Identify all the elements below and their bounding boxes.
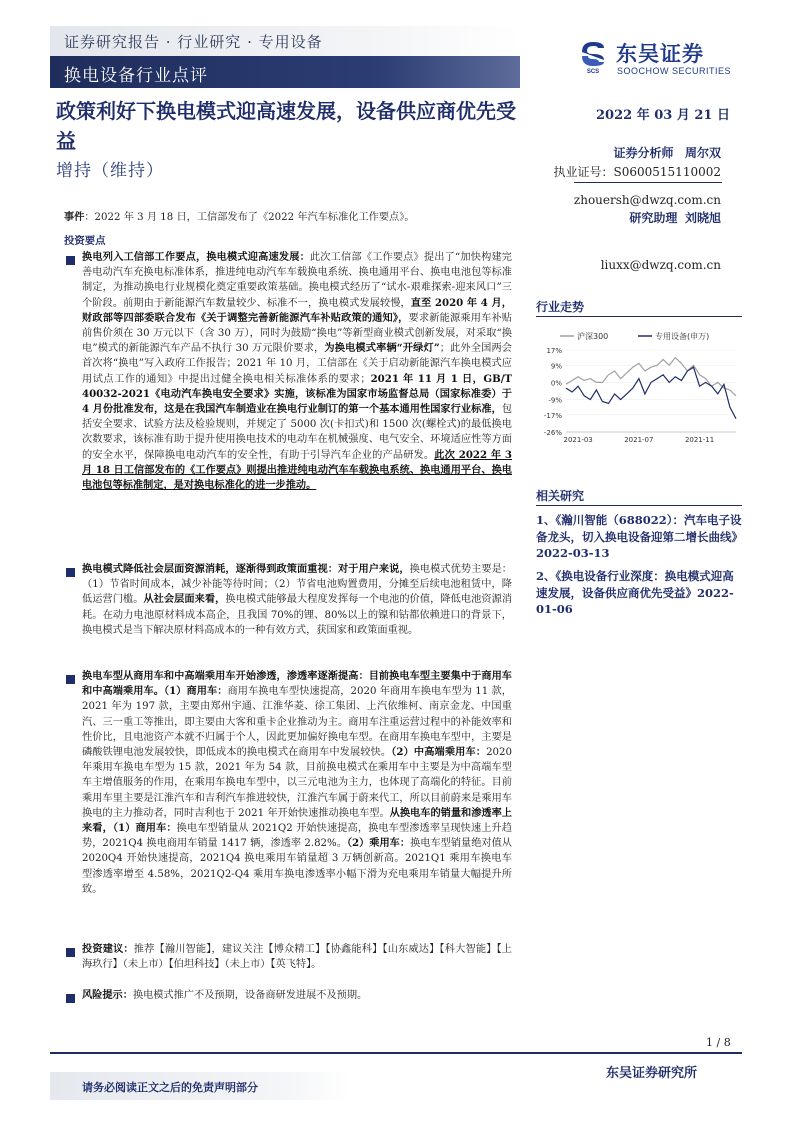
event-label: 事件 bbox=[64, 211, 85, 223]
series-line bbox=[566, 358, 736, 396]
paragraph-recommendation: 投资建议：推荐【瀚川智能】，建议关注【博众精工】【协鑫能科】【山东威达】【科大智能】【上海玖行】（未上市）【伯坦科技】（未上市）【英飞特】。 bbox=[82, 943, 512, 971]
event-text: ：2022 年 3 月 18 日，工信部发布了《2022 年汽车标准化工作要点》。 bbox=[84, 212, 415, 223]
analyst-2-name: 刘晓旭 bbox=[684, 211, 721, 225]
bullet-icon bbox=[66, 675, 75, 684]
series-line bbox=[566, 367, 736, 419]
y-tick-label: -9% bbox=[548, 396, 562, 405]
y-tick-label: 17% bbox=[546, 347, 562, 355]
y-tick-label: 0% bbox=[550, 379, 562, 388]
bullet-icon bbox=[66, 948, 75, 957]
paragraph-risk: 风险提示：换电模式推广不及预期，设备商研发进展不及预期。 bbox=[82, 989, 368, 1001]
analyst-1-email[interactable]: zhouersh@dwzq.com.cn bbox=[573, 193, 721, 207]
company-logo-en: SOOCHOW SECURITIES bbox=[617, 66, 732, 76]
x-tick-label: 2021-11 bbox=[684, 436, 715, 444]
analyst-2 bbox=[629, 209, 721, 226]
footer-org: 东吴证券研究所 bbox=[606, 1066, 698, 1081]
bullet-icon bbox=[66, 994, 75, 1003]
report-type: 换电设备行业点评 bbox=[64, 66, 208, 86]
legend-label: 专用设备(申万) bbox=[655, 332, 710, 341]
paragraph-resource: 换电模式降低社会层面资源消耗，逐渐得到政策面重视：对于用户来说，换电模式优势主要是：（1）节省时间成本，减少补能等待时间；（2）节省电池购置费用，分摊至后续电池租赁中，降低运营门槛。从社会层面来看，换电模式能够最大程度发挥每一个电池的价值，降低电池资源消耗。在动力电池原材料成本高企，且我国 70%的锂、80%以上的镍和钴都依赖进口的背景下，换电模式是当下解决原材料高成本的一种有效方式，获国家和政策面重视。 bbox=[82, 563, 513, 636]
analyst-1-role: 证券分析师 bbox=[613, 146, 674, 160]
x-tick-label: 2021-07 bbox=[624, 436, 654, 444]
legend-label: 沪深300 bbox=[577, 332, 609, 341]
report-category: 证券研究报告 · 行业研究 · 专用设备 bbox=[64, 33, 323, 51]
investment-points-heading: 投资要点 bbox=[64, 235, 106, 247]
analyst-1-cert: 执业证号：S0600515110002 bbox=[553, 165, 721, 179]
x-tick-label: 2021-03 bbox=[563, 436, 593, 444]
logo-mark-text: SCS bbox=[586, 69, 600, 74]
related-divider bbox=[536, 505, 742, 506]
trend-chart bbox=[536, 328, 742, 448]
related-report-1[interactable]: 1、《瀚川智能（688022）：汽车电子设备龙头，切入换电设备迎第二增长曲线》2022-03-13 bbox=[536, 513, 742, 560]
rating: 增持（维持） bbox=[56, 161, 164, 181]
y-tick-label: 9% bbox=[550, 362, 562, 371]
footer-divider bbox=[50, 1052, 742, 1054]
footer-disclaimer: 请务必阅读正文之后的免责声明部分 bbox=[82, 1081, 258, 1094]
trend-heading: 行业走势 bbox=[536, 300, 585, 314]
paragraph-penetration: 换电车型从商用车和中高端乘用车开始渗透，渗透率逐渐提高：目前换电车型主要集中于商用车和中高端乘用车。（1）商用车：商用车换电车型快速提高，2020 年商用车换电车型为 11 款，2021 年为 197 款，主要由郑州宇通、江淮华菱、徐工集团、上汽依维柯、南京金龙、中国重汽、三一重工等推出，即主要由大客和重卡企业推动为主。商用车注重运营过程中的补能效率和性价比，且电池资产本就不归属于个人，因此更加偏好换电车型。在商用车换电车型中，主要是磷酸铁锂电池发展较快，即低成本的换电模式在商用车中发展较快。（2）中高端乘用车：2020 年乘用车换电车型为 15 款，2021 年为 54 款，目前换电模式在乘用车中主要是为中高端车型车主增值服务的作用，在乘用车换电车型中，以三元电池为主力，也体现了高端化的特征。目前乘用车里主要是江淮汽车和吉利汽车推进较快，江淮汽车属于蔚来代工，所以目前蔚来是乘用车换电的主力推动者，同时吉利也于 2021 年开始快速推动换电车型。从换电车的销量和渗透率上来看，（1）商用车：换电车型销量从 2021Q2 开始快速提高，换电车型渗透率呈现快速上升趋势，2021Q4 换电商用车销量 1417 辆，渗透率 2.82%。（2）乘用车：换电车型销量绝对值从 2020Q4 开始快速提高，2021Q4 换电乘用车销量超 3 万辆创新高。2021Q1 乘用车换电车型渗透率增至 4.58%，2021Q2-Q4 乘用车换电渗透率小幅下滑为充电乘用车销量大幅提升所致。 bbox=[82, 670, 513, 895]
paragraph-policy: 换电列入工信部工作要点，换电模式迎高速发展：此次工信部《工作要点》提出了“加快构建完善电动汽车充换电标准体系，推进纯电动汽车车载换电系统、换电通用平台、换电电池包等标准制定，为推动换电行业规模化奠定重要政策基础。换电模式经历了“试水-艰难探索-迎来风口”三个阶段。前期由于新能源汽车数量较少、标准不一，换电模式发展较慢，直至 2020 年 4 月，财政部等四部委联合发布《关于调整完善新能源汽车补贴政策的通知》，要求新能源乘用车补贴前售价须在 30 万元以下（含 30 万），同时为鼓励“换电”等新型商业模式创新发展，对采取“换电”模式的新能源汽车产品不执行 30 万元限价要求，为换电模式率辆“开绿灯”；此外全国两会首次将“换电”写入政府工作报告；2021 年 10 月，工信部在《关于启动新能源汽车换电模式应用试点工作的通知》中提出过健全换电相关标准体系的要求；2021 年 11 月 1 日，GB/T 40032-2021《电动汽车换电安全要求》实施，该标准为国家市场监督总局（国家标准委）于 4 月份批准发布，这是在我国汽车制造业在换电行业制订的第一个基本通用性国家行业标准，包括安全要求、试验方法及检验规则，并规定了 5000 次(卡扣式)和 1500 次(螺栓式)的最低换电次数要求，该标准有助于提升使用换电技术的电动车在机械强度、电气安全、环境适应性等方面的安全水平，保障换电电动汽车的安全性，有助于引导汽车企业的产品研发。此次 2022 年 3 月 18 日工信部发布的《工作要点》则提出推进纯电动汽车车载换电系统、换电通用平台、换电电池包等标准制定，是对换电标准化的进一步推动。 bbox=[82, 251, 512, 492]
y-tick-label: -17% bbox=[543, 411, 562, 420]
analyst-1 bbox=[614, 144, 721, 161]
analyst-2-email[interactable]: liuxx@dwzq.com.cn bbox=[600, 258, 721, 272]
page-number: 1 / 8 bbox=[706, 1036, 731, 1049]
company-logo-icon bbox=[578, 38, 608, 74]
event-line bbox=[64, 210, 518, 225]
trend-divider bbox=[536, 316, 742, 317]
analyst-2-role: 研究助理 bbox=[629, 211, 678, 225]
bullet-icon bbox=[66, 256, 75, 265]
related-heading: 相关研究 bbox=[536, 489, 585, 503]
bullet-icon bbox=[66, 568, 75, 577]
report-title: 政策利好下换电模式迎高速发展，设备供应商优先受益 bbox=[56, 99, 516, 153]
y-tick-label: -26% bbox=[543, 429, 562, 437]
analyst-1-name: 周尔双 bbox=[684, 146, 721, 160]
analyst-divider bbox=[574, 182, 722, 183]
report-date: 2022 年 03 月 21 日 bbox=[596, 108, 730, 123]
company-logo-cn: 东吴证券 bbox=[616, 42, 704, 66]
related-report-2[interactable]: 2、《换电设备行业深度：换电模式迎高速发展，设备供应商优先受益》2022-01-06 bbox=[536, 569, 734, 616]
